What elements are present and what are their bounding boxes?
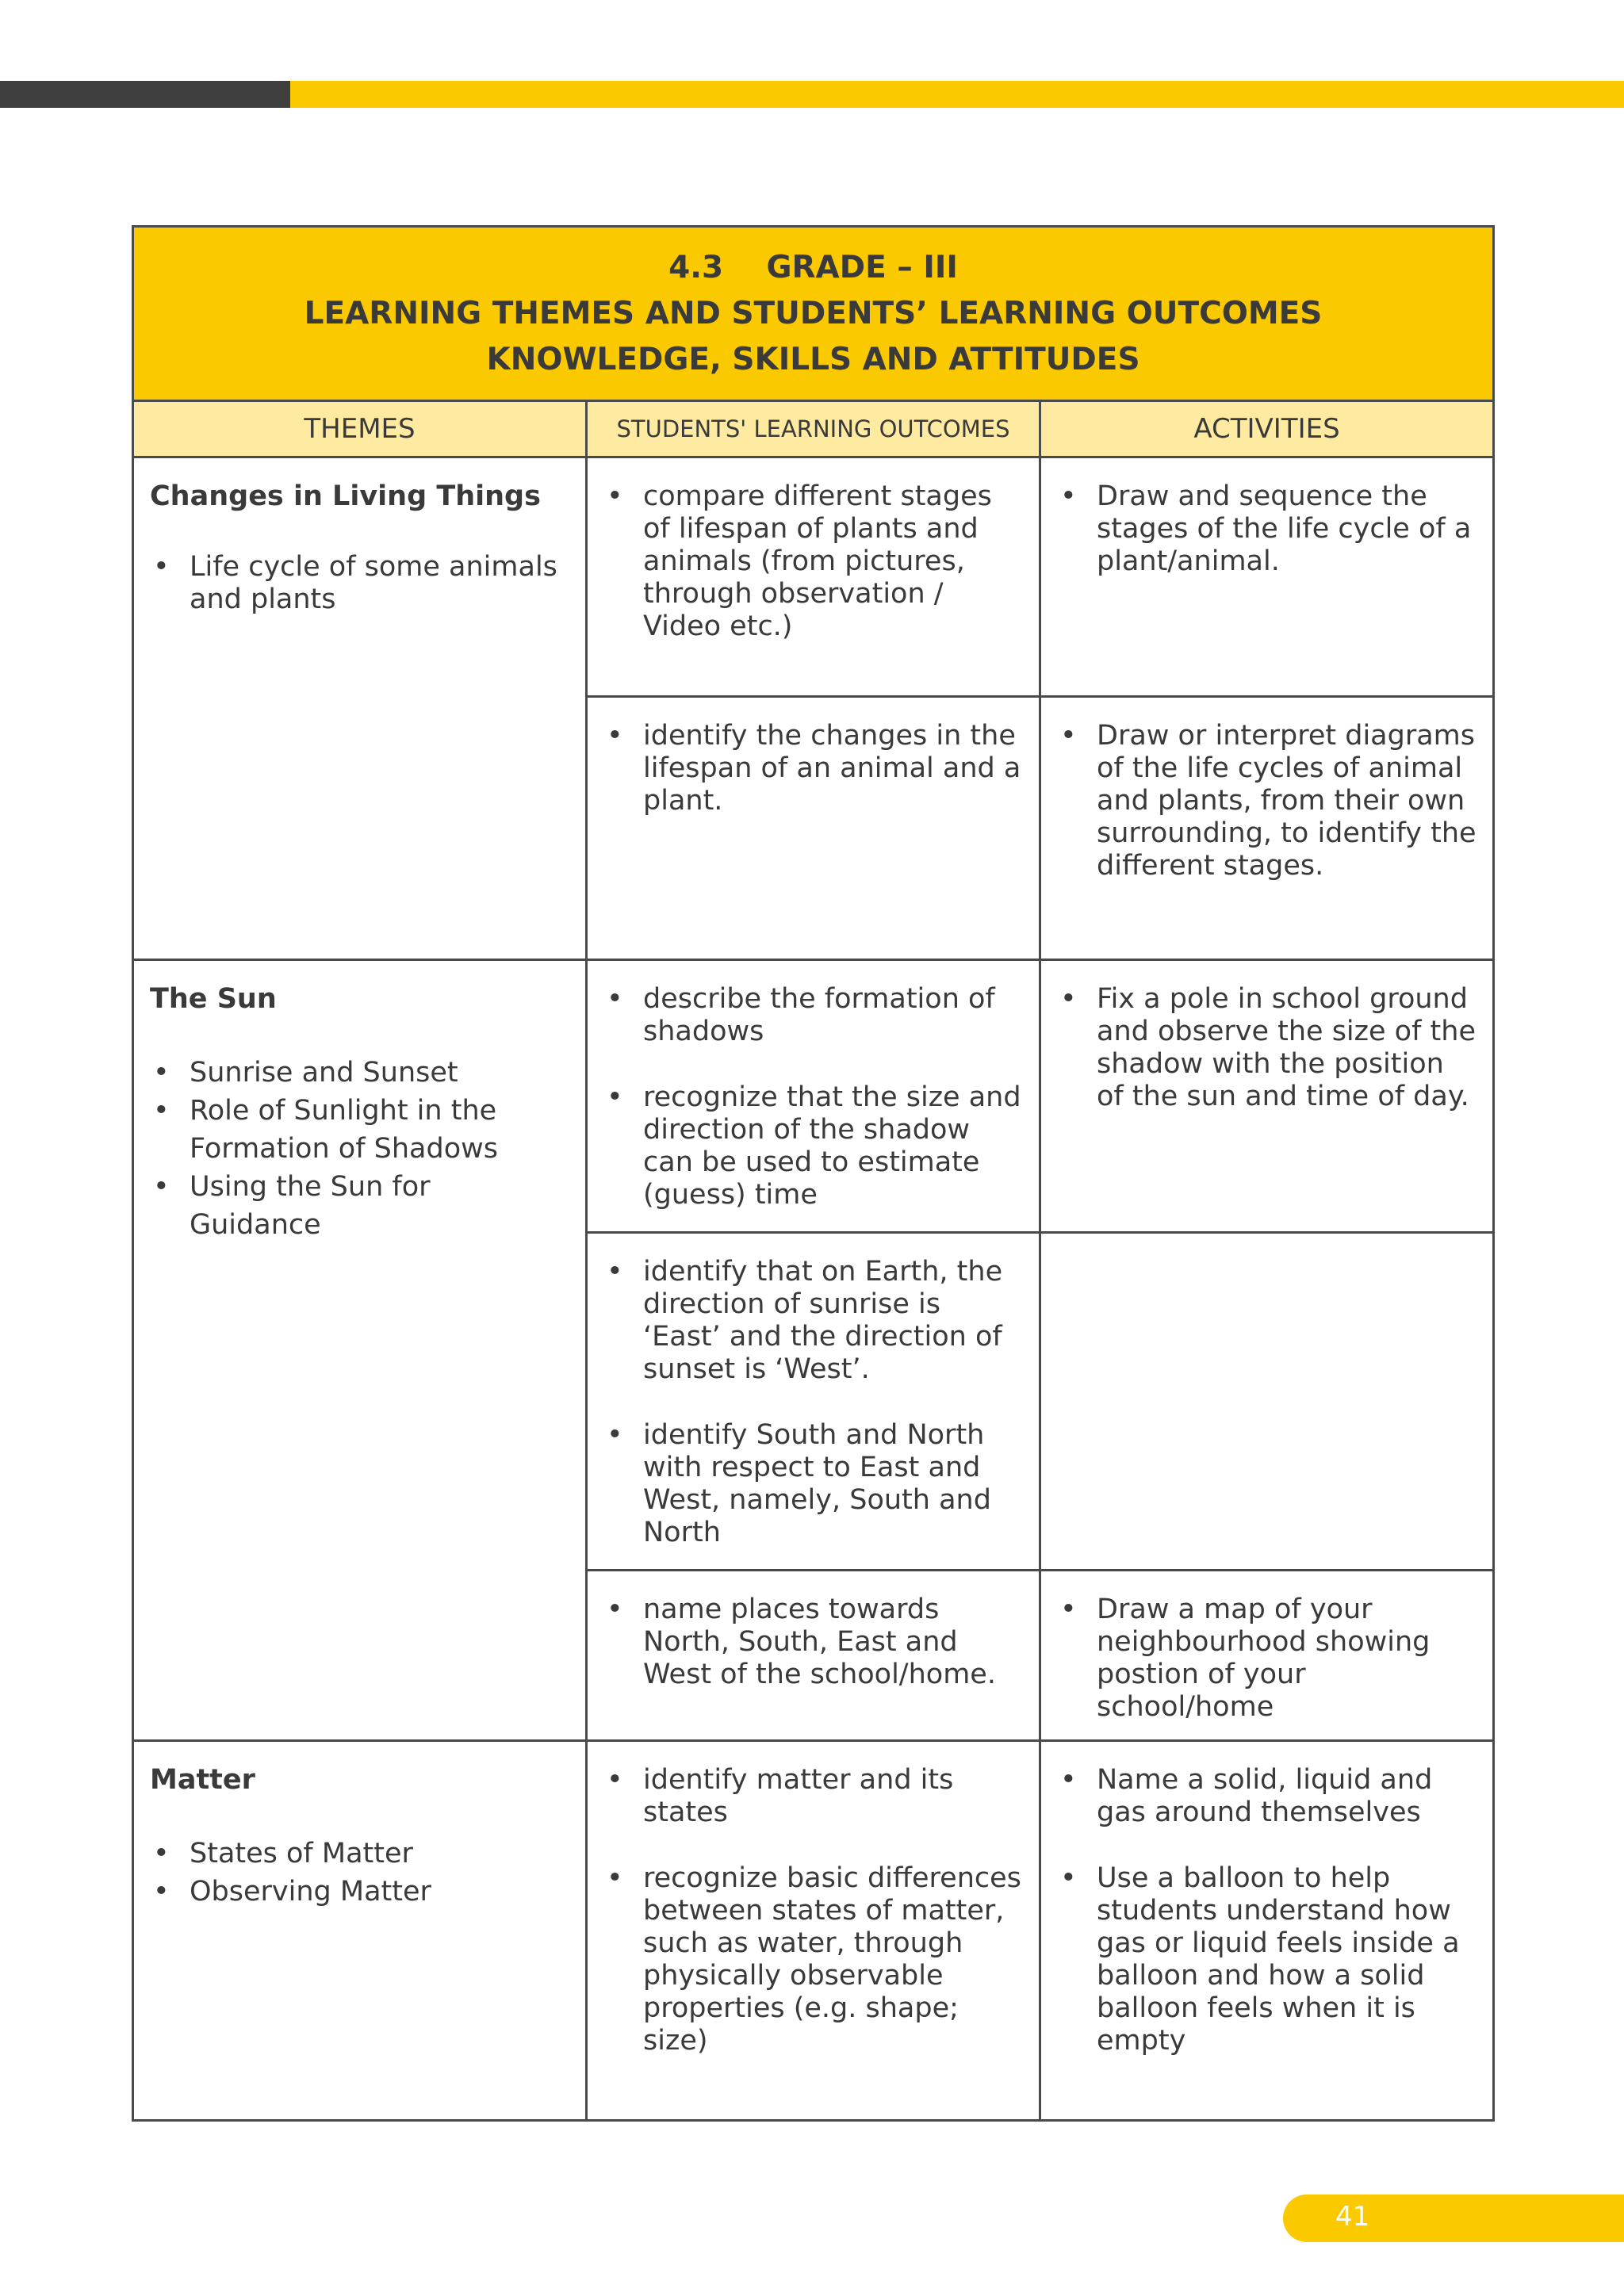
- theme-title: The Sun: [150, 983, 277, 1015]
- activities-list: [1057, 1764, 1477, 2057]
- outcomes-list: [603, 983, 1023, 1211]
- list-item: • Draw or interpret diagrams of the life cycles of animal and plants, from their own surrounding, to identify the different stages.: [1057, 720, 1477, 882]
- theme-list: [150, 551, 569, 616]
- page-number: 41: [1335, 2201, 1370, 2233]
- list-item: • Sunrise and Sunset: [150, 1054, 569, 1092]
- list-item: • States of Matter: [150, 1835, 569, 1873]
- title-knowledge-skills: KNOWLEDGE, SKILLS AND ATTITUDES: [486, 342, 1140, 377]
- list-item: • recognize that the size and direction of the shadow can be used to estimate (guess) time: [603, 1081, 1023, 1211]
- page-number-tab: [1283, 2195, 1624, 2242]
- top-accent-bar: [0, 81, 1624, 108]
- outcomes-cell: [587, 1233, 1040, 1571]
- outcomes-cell: [587, 697, 1040, 960]
- activities-list: [1057, 480, 1477, 578]
- theme-cell-the-sun: [133, 960, 587, 1741]
- activities-list: [1057, 1594, 1477, 1724]
- list-item: • Draw and sequence the stages of the life cycle of a plant/animal.: [1057, 480, 1477, 578]
- column-header-themes: THEMES: [133, 401, 587, 457]
- outcomes-cell: [587, 1571, 1040, 1741]
- activities-cell: [1040, 1741, 1494, 2121]
- outcomes-cell: [587, 960, 1040, 1233]
- top-bar-yellow-segment: [290, 81, 1624, 108]
- activities-cell: [1040, 960, 1494, 1233]
- top-bar-dark-segment: [0, 81, 290, 108]
- list-item: • Draw a map of your neighbourhood showing postion of your school/home: [1057, 1594, 1477, 1724]
- activities-cell-empty: [1040, 1233, 1494, 1571]
- column-header-outcomes: STUDENTS' LEARNING OUTCOMES: [587, 401, 1040, 457]
- outcomes-list: [603, 1594, 1023, 1691]
- theme-title: Matter: [150, 1764, 255, 1796]
- list-item: • Fix a pole in school ground and observe the size of the shadow with the position of the sun and time of day.: [1057, 983, 1477, 1113]
- outcomes-list: [603, 720, 1023, 817]
- list-item: • Life cycle of some animals and plants: [150, 551, 569, 616]
- list-item: • identify that on Earth, the direction of sunrise is ‘East’ and the direction of sunset is ‘West’.: [603, 1256, 1023, 1386]
- activities-list: [1057, 720, 1477, 882]
- theme-cell-living-things: [133, 457, 587, 960]
- title-grade: 4.3 GRADE – III: [668, 250, 958, 285]
- list-item: • Using the Sun for Guidance: [150, 1168, 569, 1244]
- list-item: • Name a solid, liquid and gas around themselves: [1057, 1764, 1477, 1829]
- list-item: • identify matter and its states: [603, 1764, 1023, 1829]
- list-item: • identify the changes in the lifespan of an animal and a plant.: [603, 720, 1023, 817]
- outcomes-list: [603, 1256, 1023, 1549]
- theme-list: [150, 1835, 569, 1911]
- outcomes-list: [603, 480, 1023, 643]
- outcomes-cell: [587, 457, 1040, 697]
- outcomes-cell: [587, 1741, 1040, 2121]
- list-item: • Observing Matter: [150, 1873, 569, 1911]
- list-item: • Role of Sunlight in the Formation of Shadows: [150, 1092, 569, 1168]
- activities-cell: [1040, 1571, 1494, 1741]
- activities-cell: [1040, 697, 1494, 960]
- list-item: • compare different stages of lifespan of plants and animals (from pictures, through observation / Video etc.): [603, 480, 1023, 643]
- list-item: • describe the formation of shadows: [603, 983, 1023, 1048]
- outcomes-list: [603, 1764, 1023, 2057]
- theme-cell-matter: [133, 1741, 587, 2121]
- list-item: • name places towards North, South, East and West of the school/home.: [603, 1594, 1023, 1691]
- column-header-activities: ACTIVITIES: [1040, 401, 1494, 457]
- list-item: • Use a balloon to help students understand how gas or liquid feels inside a balloon and how a solid balloon feels when it is empty: [1057, 1862, 1477, 2057]
- curriculum-table: [132, 225, 1495, 2122]
- title-themes-outcomes: LEARNING THEMES AND STUDENTS’ LEARNING OUTCOMES: [304, 296, 1323, 331]
- theme-list: [150, 1054, 569, 1244]
- activities-list: [1057, 983, 1477, 1113]
- list-item: • recognize basic differences between states of matter, such as water, through physically observable properties (e.g. shape; size): [603, 1862, 1023, 2057]
- theme-title: Changes in Living Things: [150, 480, 541, 512]
- activities-cell: [1040, 457, 1494, 697]
- table-title: [133, 227, 1494, 401]
- list-item: • identify South and North with respect to East and West, namely, South and North: [603, 1419, 1023, 1549]
